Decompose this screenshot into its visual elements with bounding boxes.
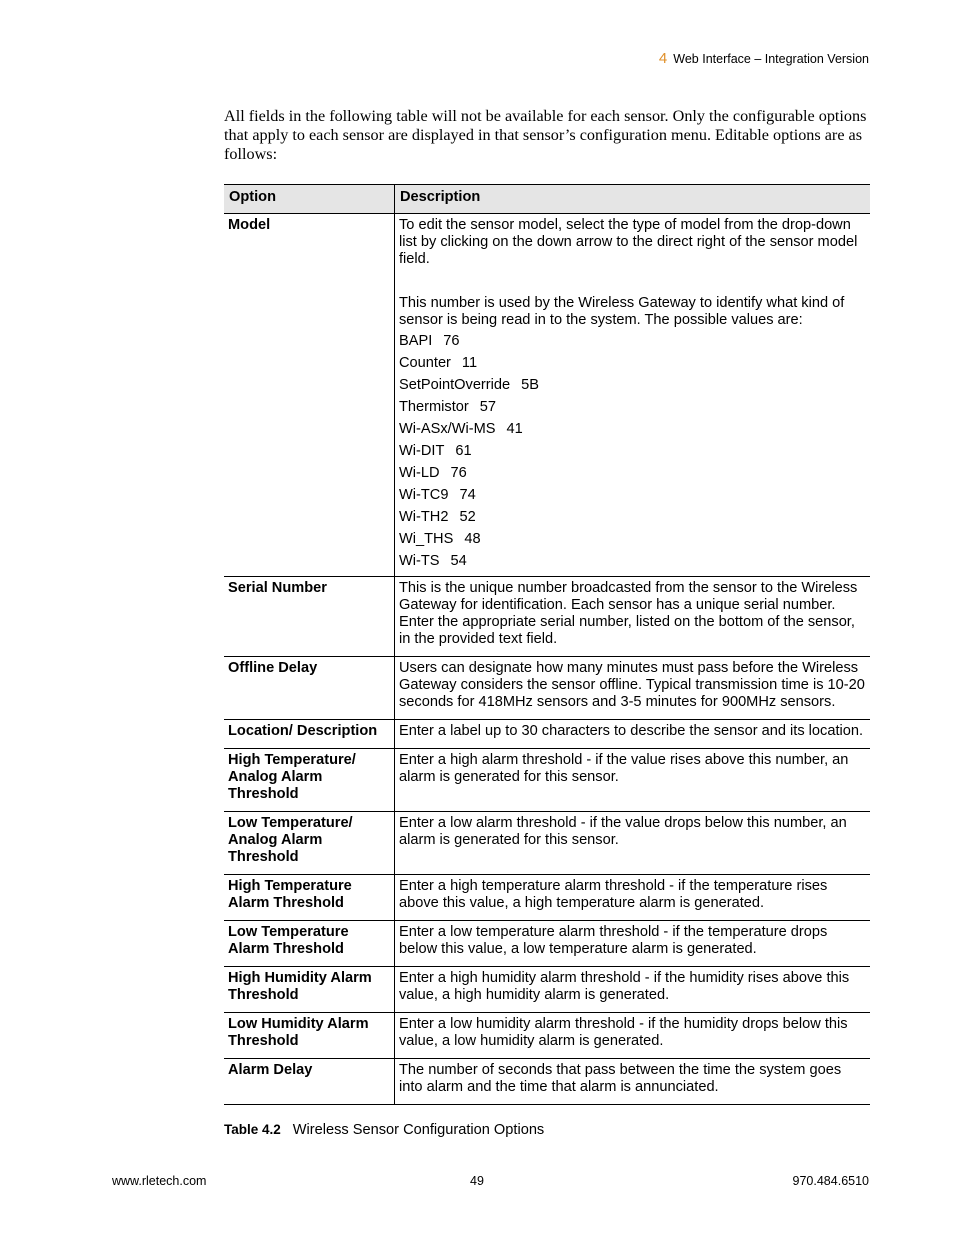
- option-name: Low Humidity Alarm Threshold: [224, 1013, 395, 1059]
- option-name: Location/ Description: [224, 720, 395, 749]
- option-description: Enter a low alarm threshold - if the value drops below this number, an alarm is generated for this sensor.: [395, 812, 871, 875]
- model-code-item: [399, 421, 865, 438]
- option-description: Users can designate how many minutes must pass before the Wireless Gateway considers the sensor offline. Typical transmission time is 10-20 seconds for 418MHz sensors and 3-5 minutes for 900MHz sensors.: [395, 657, 871, 720]
- table-row: [224, 577, 870, 657]
- caption-text: Wireless Sensor Configuration Options: [292, 1122, 545, 1138]
- footer-page-number: 49: [470, 1174, 484, 1188]
- model-code-item: [399, 465, 865, 482]
- model-code-list: [399, 333, 865, 570]
- model-code-value: 57: [479, 399, 496, 415]
- option-name: High Humidity Alarm Threshold: [224, 967, 395, 1013]
- option-description: Enter a high alarm threshold - if the value rises above this number, an alarm is generated for this sensor.: [395, 749, 871, 812]
- table-row: [224, 921, 870, 967]
- model-code-item: [399, 509, 865, 526]
- option-name: Low Temperature/ Analog Alarm Threshold: [224, 812, 395, 875]
- model-code-name: Wi-TS: [399, 553, 440, 569]
- option-name: Offline Delay: [224, 657, 395, 720]
- model-code-name: Wi-TC9: [399, 487, 449, 503]
- model-code-value: 61: [455, 443, 472, 459]
- caption-label: Table 4.2: [224, 1122, 281, 1137]
- footer-website: www.rletech.com: [112, 1174, 207, 1188]
- table-row: [224, 1059, 870, 1105]
- model-code-item: [399, 333, 865, 350]
- option-name: High Temperature/ Analog Alarm Threshold: [224, 749, 395, 812]
- model-code-item: [399, 377, 865, 394]
- option-description: Enter a low humidity alarm threshold - if the humidity drops below this value, a low humidity alarm is generated.: [395, 1013, 871, 1059]
- option-name: Model: [224, 214, 395, 577]
- table-row: [224, 875, 870, 921]
- table-row: [224, 749, 870, 812]
- chapter-title: Web Interface – Integration Version: [673, 52, 869, 66]
- model-code-value: 48: [464, 531, 481, 547]
- footer-phone: 970.484.6510: [792, 1174, 869, 1188]
- table-row: [224, 657, 870, 720]
- model-code-value: 41: [506, 421, 523, 437]
- option-description: Enter a high temperature alarm threshold - if the temperature rises above this value, a high temperature alarm is generated.: [395, 875, 871, 921]
- option-description: Enter a low temperature alarm threshold - if the temperature drops below this value, a low temperature alarm is generated.: [395, 921, 871, 967]
- options-table: [224, 184, 870, 1105]
- model-code-value: 76: [443, 333, 460, 349]
- model-code-value: 11: [461, 355, 478, 371]
- model-code-value: 5B: [521, 377, 539, 393]
- model-code-value: 74: [459, 487, 476, 503]
- model-description-values: This number is used by the Wireless Gateway to identify what kind of sensor is being read in to the system. The possible values are:: [399, 295, 845, 328]
- model-code-name: Wi_THS: [399, 531, 454, 547]
- table-row: [224, 967, 870, 1013]
- model-code-item: [399, 487, 865, 504]
- option-description: [395, 214, 871, 577]
- option-name: Serial Number: [224, 577, 395, 657]
- table-row: [224, 1013, 870, 1059]
- option-description: Enter a high humidity alarm threshold - if the humidity rises above this value, a high humidity alarm is generated.: [395, 967, 871, 1013]
- model-code-name: BAPI: [399, 333, 433, 349]
- model-code-item: [399, 355, 865, 372]
- model-code-name: Wi-DIT: [399, 443, 445, 459]
- model-code-item: [399, 443, 865, 460]
- option-name: High Temperature Alarm Threshold: [224, 875, 395, 921]
- model-code-value: 54: [450, 553, 467, 569]
- page-header: [659, 50, 869, 67]
- model-code-name: Thermistor: [399, 399, 469, 415]
- column-header-option: Option: [224, 185, 395, 214]
- model-code-name: SetPointOverride: [399, 377, 511, 393]
- option-description: Enter a label up to 30 characters to describe the sensor and its location.: [395, 720, 871, 749]
- table-header-row: [224, 185, 870, 214]
- model-code-item: [399, 553, 865, 570]
- option-description: This is the unique number broadcasted from the sensor to the Wireless Gateway for identification. Each sensor has a unique serial number. Enter the appropriate serial number, listed on the bottom of the sensor, in the provided text field.: [395, 577, 871, 657]
- model-code-name: Counter: [399, 355, 451, 371]
- table-caption: [224, 1122, 544, 1138]
- column-header-description: Description: [395, 185, 871, 214]
- option-name: Alarm Delay: [224, 1059, 395, 1105]
- model-code-value: 52: [459, 509, 476, 525]
- model-code-item: [399, 531, 865, 548]
- model-code-item: [399, 399, 865, 416]
- table-row: [224, 720, 870, 749]
- model-code-value: 76: [450, 465, 467, 481]
- model-code-name: Wi-LD: [399, 465, 440, 481]
- model-description-edit: To edit the sensor model, select the type of model from the drop-down list by clicking on the down arrow to the direct right of the sensor model field.: [399, 217, 858, 267]
- model-code-name: Wi-ASx/Wi-MS: [399, 421, 496, 437]
- model-code-name: Wi-TH2: [399, 509, 449, 525]
- table-row: [224, 812, 870, 875]
- table-row-model: [224, 214, 870, 577]
- intro-paragraph: All fields in the following table will not be available for each sensor. Only the configurable options that apply to each sensor are displayed in that sensor’s configuration menu. Editable options are as follows:: [224, 107, 867, 163]
- chapter-number: 4: [658, 50, 668, 67]
- option-name: Low Temperature Alarm Threshold: [224, 921, 395, 967]
- option-description: The number of seconds that pass between the time the system goes into alarm and the time that alarm is annunciated.: [395, 1059, 871, 1105]
